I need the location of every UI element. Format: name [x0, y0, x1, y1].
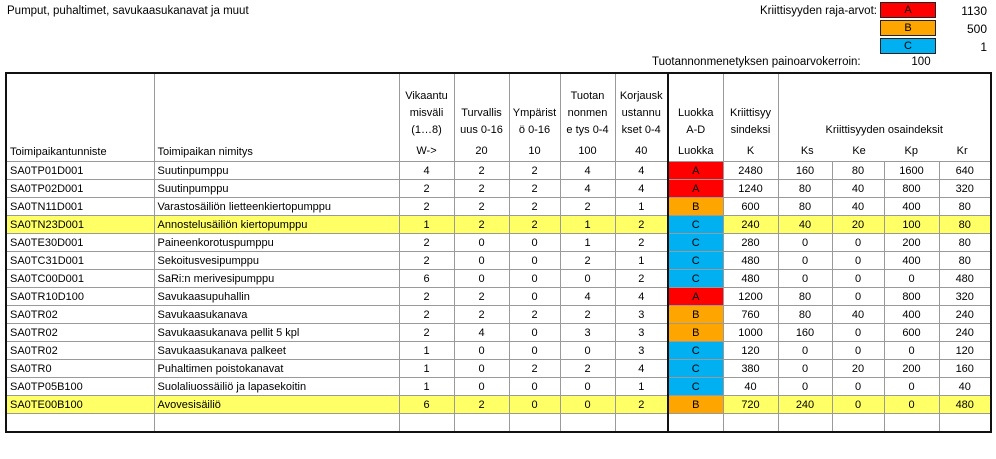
- row-repair-cost: 4: [615, 162, 668, 180]
- row-criticality-index: [723, 414, 778, 433]
- row-kr: 240: [939, 324, 991, 342]
- row-name-cell: SaRi:n merivesipumppu: [154, 270, 399, 288]
- threshold-value-c: 1: [980, 40, 987, 54]
- table-row: [6, 324, 991, 342]
- row-environment: 0: [509, 342, 560, 360]
- row-class: B: [668, 306, 723, 324]
- row-kr: 160: [939, 360, 991, 378]
- row-class: B: [668, 198, 723, 216]
- row-ks: 0: [778, 234, 832, 252]
- empty-row: [6, 414, 991, 433]
- row-criticality-index: 1240: [723, 180, 778, 198]
- row-name-cell: [154, 414, 399, 433]
- row-failure-interval: 2: [399, 288, 454, 306]
- sheet-title: Pumput, puhaltimet, savukaasukanavat ja muut: [7, 5, 249, 17]
- row-kr: 80: [939, 234, 991, 252]
- row-failure-interval: 2: [399, 252, 454, 270]
- header-safety-weight: 20: [475, 145, 488, 157]
- row-ke: 0: [832, 342, 884, 360]
- row-ks: 40: [778, 216, 832, 234]
- row-repair-cost: 3: [615, 306, 668, 324]
- row-name-cell: Avovesisäiliö: [154, 396, 399, 414]
- header-environment-weight: 10: [528, 145, 541, 157]
- row-safety: 2: [454, 288, 509, 306]
- row-criticality-index: 720: [723, 396, 778, 414]
- row-safety: 0: [454, 234, 509, 252]
- header-ke: Ke: [852, 145, 866, 157]
- row-kp: 0: [884, 342, 939, 360]
- row-ke: 20: [832, 360, 884, 378]
- row-repair-cost: 1: [615, 378, 668, 396]
- row-failure-interval: 2: [399, 180, 454, 198]
- header-weight-arrow: W->: [416, 145, 437, 157]
- row-name-cell: Varastosäiliön lietteenkiertopumppu: [154, 198, 399, 216]
- row-ks: 0: [778, 252, 832, 270]
- header-sub-indices: [778, 73, 991, 162]
- row-class: A: [668, 180, 723, 198]
- row-criticality-index: 380: [723, 360, 778, 378]
- header-criticality-index: [723, 73, 778, 162]
- row-ks: 240: [778, 396, 832, 414]
- row-failure-interval: 2: [399, 324, 454, 342]
- threshold-label: Kriittisyyden raja-arvot:: [760, 5, 877, 17]
- row-kr: 640: [939, 162, 991, 180]
- row-environment: 2: [509, 180, 560, 198]
- row-failure-interval: [399, 414, 454, 433]
- threshold-value-b: 500: [966, 22, 987, 36]
- row-failure-interval: 4: [399, 162, 454, 180]
- row-safety: 2: [454, 306, 509, 324]
- row-class: C: [668, 378, 723, 396]
- row-criticality-index: 480: [723, 270, 778, 288]
- threshold-class-c: C: [880, 38, 936, 54]
- row-safety: 2: [454, 216, 509, 234]
- header-safety: [454, 73, 509, 162]
- table-row: [6, 234, 991, 252]
- row-environment: 2: [509, 306, 560, 324]
- row-name-cell: Savukaasupuhallin: [154, 288, 399, 306]
- row-id-cell: SA0TN11D001: [6, 198, 154, 216]
- header-production-loss-weight: 100: [578, 145, 597, 157]
- table-row: [6, 378, 991, 396]
- row-class: B: [668, 396, 723, 414]
- row-class: C: [668, 216, 723, 234]
- row-environment: 0: [509, 396, 560, 414]
- row-kp: 0: [884, 378, 939, 396]
- row-name-cell: Puhaltimen poistokanavat: [154, 360, 399, 378]
- row-name-cell: Paineenkorotuspumppu: [154, 234, 399, 252]
- header-class: [668, 73, 723, 162]
- row-production-loss: 1: [560, 234, 615, 252]
- row-id-cell: SA0TR10D100: [6, 288, 154, 306]
- row-class: B: [668, 324, 723, 342]
- table-row: [6, 198, 991, 216]
- row-criticality-index: 760: [723, 306, 778, 324]
- header-repair-cost: [615, 73, 668, 162]
- row-production-loss: 3: [560, 324, 615, 342]
- row-ke: 20: [832, 216, 884, 234]
- header-class-label: Luokka A-D: [678, 107, 714, 136]
- row-production-loss: 4: [560, 180, 615, 198]
- row-failure-interval: 1: [399, 378, 454, 396]
- row-kp: 0: [884, 396, 939, 414]
- table-row: [6, 360, 991, 378]
- row-kp: 1600: [884, 162, 939, 180]
- row-kr: 40: [939, 378, 991, 396]
- header-production-loss: [560, 73, 615, 162]
- header-kp: Kp: [904, 145, 918, 157]
- row-id-cell: SA0TP02D001: [6, 180, 154, 198]
- row-repair-cost: 2: [615, 270, 668, 288]
- row-criticality-index: 1200: [723, 288, 778, 306]
- row-ks: 160: [778, 324, 832, 342]
- row-kr: 480: [939, 396, 991, 414]
- row-ks: 80: [778, 288, 832, 306]
- row-criticality-index: 2480: [723, 162, 778, 180]
- row-name-cell: Suutinpumppu: [154, 180, 399, 198]
- row-kp: 400: [884, 306, 939, 324]
- table-row: [6, 342, 991, 360]
- row-ks: 80: [778, 306, 832, 324]
- row-repair-cost: 3: [615, 324, 668, 342]
- row-class: A: [668, 288, 723, 306]
- header-criticality-index-sub: K: [746, 145, 755, 157]
- row-kp: 800: [884, 180, 939, 198]
- row-ks: 80: [778, 180, 832, 198]
- row-name-cell: Savukaasukanava: [154, 306, 399, 324]
- row-production-loss: 4: [560, 162, 615, 180]
- row-kr: 80: [939, 216, 991, 234]
- header-row: [6, 73, 991, 162]
- row-ks: 80: [778, 198, 832, 216]
- row-environment: [509, 414, 560, 433]
- row-name-cell: Suolaliuossäiliö ja lapasekoitin: [154, 378, 399, 396]
- row-production-loss: 0: [560, 270, 615, 288]
- header-id: Toimipaikantunniste: [6, 73, 154, 162]
- row-environment: 0: [509, 324, 560, 342]
- table-row: [6, 162, 991, 180]
- row-safety: [454, 414, 509, 433]
- row-repair-cost: 2: [615, 216, 668, 234]
- row-safety: 0: [454, 342, 509, 360]
- row-environment: 2: [509, 162, 560, 180]
- row-repair-cost: 2: [615, 234, 668, 252]
- table-row: [6, 270, 991, 288]
- row-ks: 0: [778, 360, 832, 378]
- row-criticality-index: 480: [723, 252, 778, 270]
- row-kp: 0: [884, 270, 939, 288]
- weight-value: 100: [911, 56, 931, 68]
- row-kr: 320: [939, 288, 991, 306]
- row-criticality-index: 120: [723, 342, 778, 360]
- header-criticality-index-label: Kriittisyy sindeksi: [730, 107, 771, 136]
- row-id-cell: SA0TC00D001: [6, 270, 154, 288]
- row-repair-cost: 3: [615, 342, 668, 360]
- row-kp: [884, 414, 939, 433]
- row-kp: 200: [884, 360, 939, 378]
- row-class: C: [668, 342, 723, 360]
- threshold-value-a: 1130: [961, 4, 987, 18]
- header-repair-cost-label: Korjausk ustannu kset 0-4: [619, 90, 663, 136]
- row-ke: 0: [832, 288, 884, 306]
- row-production-loss: 4: [560, 288, 615, 306]
- row-id-cell: SA0TR02: [6, 306, 154, 324]
- row-kr: 80: [939, 252, 991, 270]
- row-kr: 480: [939, 270, 991, 288]
- row-ks: 0: [778, 342, 832, 360]
- row-safety: 0: [454, 360, 509, 378]
- row-ke: [832, 414, 884, 433]
- header-sub-indices-cols: [782, 143, 988, 160]
- row-ke: 0: [832, 324, 884, 342]
- row-kp: 200: [884, 234, 939, 252]
- table-row: [6, 180, 991, 198]
- row-environment: 0: [509, 288, 560, 306]
- row-failure-interval: 6: [399, 270, 454, 288]
- row-repair-cost: 1: [615, 252, 668, 270]
- row-repair-cost: 4: [615, 360, 668, 378]
- header-kr: Kr: [956, 145, 968, 157]
- row-ke: 40: [832, 180, 884, 198]
- row-safety: 0: [454, 378, 509, 396]
- row-criticality-index: 600: [723, 198, 778, 216]
- row-failure-interval: 6: [399, 396, 454, 414]
- row-production-loss: 0: [560, 396, 615, 414]
- row-id-cell: SA0TN23D001: [6, 216, 154, 234]
- row-ks: 160: [778, 162, 832, 180]
- threshold-class-a: A: [880, 2, 936, 18]
- row-kp: 400: [884, 198, 939, 216]
- row-ke: 40: [832, 306, 884, 324]
- row-name-cell: Savukaasukanava palkeet: [154, 342, 399, 360]
- row-name-cell: Sekoitusvesipumppu: [154, 252, 399, 270]
- row-environment: 2: [509, 216, 560, 234]
- header-safety-label: Turvallis uus 0-16: [460, 107, 503, 136]
- row-kr: 120: [939, 342, 991, 360]
- row-ke: 0: [832, 252, 884, 270]
- row-safety: 2: [454, 162, 509, 180]
- row-production-loss: 2: [560, 198, 615, 216]
- row-id-cell: SA0TC31D001: [6, 252, 154, 270]
- row-environment: 0: [509, 252, 560, 270]
- row-production-loss: 0: [560, 378, 615, 396]
- row-criticality-index: 240: [723, 216, 778, 234]
- header-ks: Ks: [800, 145, 814, 157]
- row-failure-interval: 2: [399, 306, 454, 324]
- row-production-loss: 1: [560, 216, 615, 234]
- row-safety: 4: [454, 324, 509, 342]
- row-production-loss: 2: [560, 360, 615, 378]
- row-safety: 2: [454, 180, 509, 198]
- header-class-sub: Luokka: [678, 145, 714, 157]
- row-repair-cost: 4: [615, 180, 668, 198]
- row-environment: 2: [509, 198, 560, 216]
- row-class: C: [668, 270, 723, 288]
- row-class: C: [668, 360, 723, 378]
- row-criticality-index: 1000: [723, 324, 778, 342]
- row-name-cell: Savukaasukanava pellit 5 kpl: [154, 324, 399, 342]
- criticality-table: [5, 72, 992, 433]
- row-safety: 2: [454, 198, 509, 216]
- header-repair-cost-weight: 40: [635, 145, 648, 157]
- threshold-class-b: B: [880, 20, 936, 36]
- row-ks: 0: [778, 378, 832, 396]
- header-production-loss-label: Tuotan nonmen e tys 0-4: [566, 90, 609, 136]
- row-ke: 0: [832, 396, 884, 414]
- row-ke: 0: [832, 378, 884, 396]
- row-id-cell: SA0TR02: [6, 342, 154, 360]
- table-row: [6, 252, 991, 270]
- row-id-cell: [6, 414, 154, 433]
- row-failure-interval: 2: [399, 198, 454, 216]
- header-sub-indices-label: Kriittisyyden osaindeksit: [825, 124, 943, 136]
- weight-label: Tuotannonmenetyksen painoarvokerroin:: [652, 56, 861, 68]
- row-id-cell: SA0TR02: [6, 324, 154, 342]
- row-ke: 0: [832, 270, 884, 288]
- row-production-loss: 2: [560, 306, 615, 324]
- row-safety: 2: [454, 396, 509, 414]
- row-class: [668, 414, 723, 433]
- row-criticality-index: 40: [723, 378, 778, 396]
- row-class: C: [668, 252, 723, 270]
- header-failure-interval: [399, 73, 454, 162]
- row-id-cell: SA0TP05B100: [6, 378, 154, 396]
- header-environment: [509, 73, 560, 162]
- row-environment: 2: [509, 360, 560, 378]
- row-kr: 80: [939, 198, 991, 216]
- row-failure-interval: 1: [399, 216, 454, 234]
- row-repair-cost: [615, 414, 668, 433]
- row-ks: 0: [778, 270, 832, 288]
- table-row: [6, 306, 991, 324]
- row-kr: 320: [939, 180, 991, 198]
- row-criticality-index: 280: [723, 234, 778, 252]
- row-kr: [939, 414, 991, 433]
- row-name-cell: Suutinpumppu: [154, 162, 399, 180]
- table-row: [6, 216, 991, 234]
- row-ks: [778, 414, 832, 433]
- row-class: A: [668, 162, 723, 180]
- row-repair-cost: 2: [615, 396, 668, 414]
- row-environment: 0: [509, 270, 560, 288]
- row-kr: 240: [939, 306, 991, 324]
- row-environment: 0: [509, 234, 560, 252]
- row-kp: 100: [884, 216, 939, 234]
- row-failure-interval: 1: [399, 360, 454, 378]
- row-kp: 600: [884, 324, 939, 342]
- row-repair-cost: 4: [615, 288, 668, 306]
- row-safety: 0: [454, 252, 509, 270]
- row-id-cell: SA0TR0: [6, 360, 154, 378]
- row-kp: 800: [884, 288, 939, 306]
- row-failure-interval: 2: [399, 234, 454, 252]
- row-id-cell: SA0TE30D001: [6, 234, 154, 252]
- row-class: C: [668, 234, 723, 252]
- row-failure-interval: 1: [399, 342, 454, 360]
- row-production-loss: 0: [560, 342, 615, 360]
- row-ke: 80: [832, 162, 884, 180]
- row-kp: 400: [884, 252, 939, 270]
- row-production-loss: 2: [560, 252, 615, 270]
- table-row: [6, 288, 991, 306]
- header-environment-label: Ympärist ö 0-16: [512, 107, 557, 136]
- row-id-cell: SA0TE00B100: [6, 396, 154, 414]
- row-id-cell: SA0TP01D001: [6, 162, 154, 180]
- row-production-loss: [560, 414, 615, 433]
- row-environment: 0: [509, 378, 560, 396]
- row-ke: 0: [832, 234, 884, 252]
- row-repair-cost: 1: [615, 198, 668, 216]
- table-row: [6, 396, 991, 414]
- header-name: Toimipaikan nimitys: [154, 73, 399, 162]
- row-safety: 0: [454, 270, 509, 288]
- header-failure-interval-label: Vikaantu misväli (1…8): [405, 90, 448, 136]
- row-ke: 40: [832, 198, 884, 216]
- row-name-cell: Annostelusäiliön kiertopumppu: [154, 216, 399, 234]
